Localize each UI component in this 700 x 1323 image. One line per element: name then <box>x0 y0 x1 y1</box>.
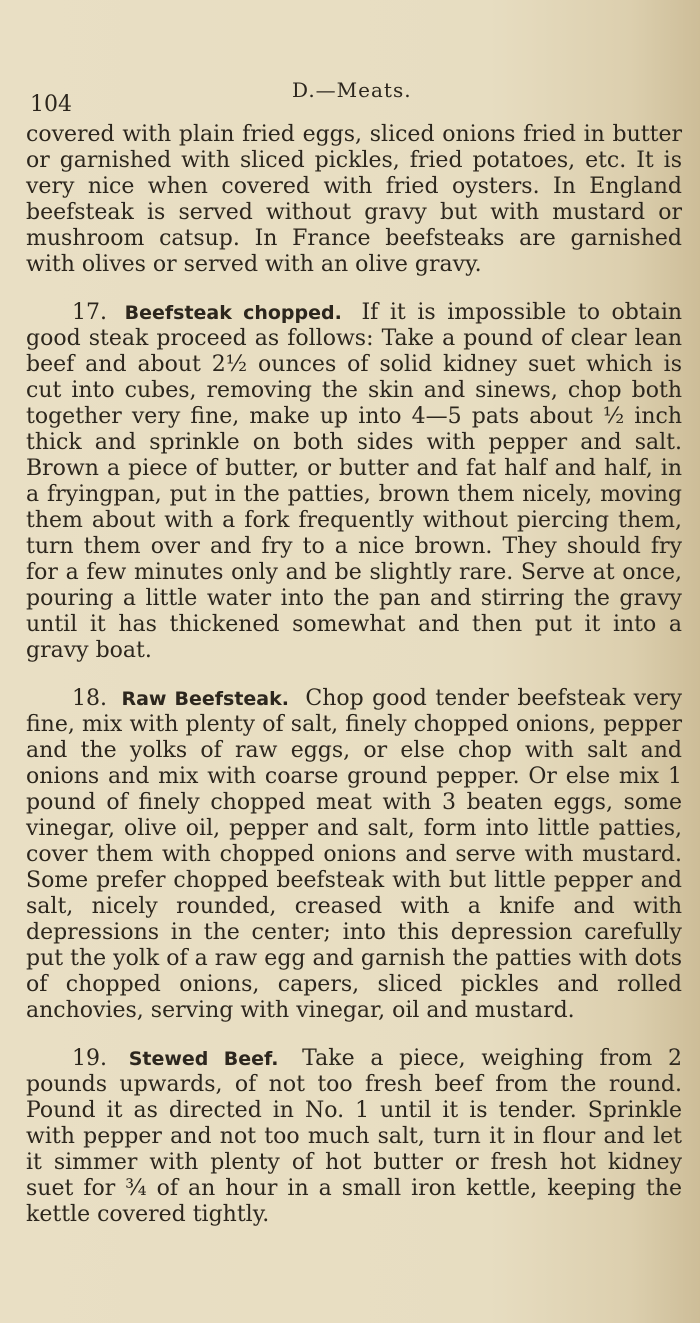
page-number: 104 <box>30 92 72 117</box>
recipe-title: Stewed Beef. <box>128 1048 279 1070</box>
recipe-title: Raw Beefsteak. <box>121 688 289 710</box>
recipe-title: Beefsteak chopped. <box>124 302 342 324</box>
running-title: D.—Meats. <box>292 78 412 102</box>
recipe-number: 17. <box>72 300 107 325</box>
paragraph-text: covered with plain fried eggs, sliced onions fried in butter or garnished with sliced pickles, fried potatoes, etc. It is very nice when covered with fried oysters. In England beefsteak is served without gravy but with mustard or mushroom catsup. In France beefsteaks are garnished with olives or served with an olive gravy. <box>26 122 682 277</box>
recipe-number: 19. <box>72 1046 107 1071</box>
recipe-number: 18. <box>72 686 107 711</box>
recipe-text: Take a piece, weighing from 2 pounds upwards, of not too fresh beef from the round. Pound it as directed in No. 1 until it is tender. Sprinkle with pepper and not too much salt, turn it in flour and let it simmer with plenty of hot butter or fresh hot kidney suet for ¾ of an hour in a small iron kettle, keeping the kettle covered tightly. <box>26 1046 682 1227</box>
page-body <box>26 122 682 1250</box>
recipe-text: If it is impossible to obtain good steak proceed as follows: Take a pound of clear lean beef and about 2½ ounces of solid kidney suet which is cut into cubes, removing the skin and sinews, chop both together very fine, make up into 4—5 pats about ½ inch thick and sprinkle on both sides with pepper and salt. Brown a piece of butter, or butter and fat half and half, in a fryingpan, put in the patties, brown them nicely, moving them about with a fork frequently without piercing them, turn them over and fry to a nice brown. They should fry for a few minutes only and be slightly rare. Serve at once, pouring a little water into the pan and stirring the gravy until it has thickened somewhat and then put it into a gravy boat. <box>26 300 683 663</box>
paragraph-continuation <box>26 122 682 278</box>
recipe-text: Chop good tender beefsteak very fine, mix with plenty of salt, finely chopped onions, pepper and the yolks of raw eggs, or else chop with salt and onions and mix with coarse ground pepper. Or else mix 1 pound of finely chopped meat with 3 beaten eggs, some vinegar, olive oil, pepper and salt, form into little patties, cover them with chopped onions and serve with mustard. Some prefer chopped beefsteak with but little pepper and salt, nicely rounded, creased with a knife and with depressions in the center; into this depression carefully put the yolk of a raw egg and garnish the patties with dots of chopped onions, capers, sliced pickles and rolled anchovies, serving with vinegar, oil and mustard. <box>26 686 683 1023</box>
recipe-17 <box>26 300 682 664</box>
recipe-18 <box>26 686 682 1024</box>
recipe-19 <box>26 1046 682 1228</box>
page-header <box>0 80 700 120</box>
